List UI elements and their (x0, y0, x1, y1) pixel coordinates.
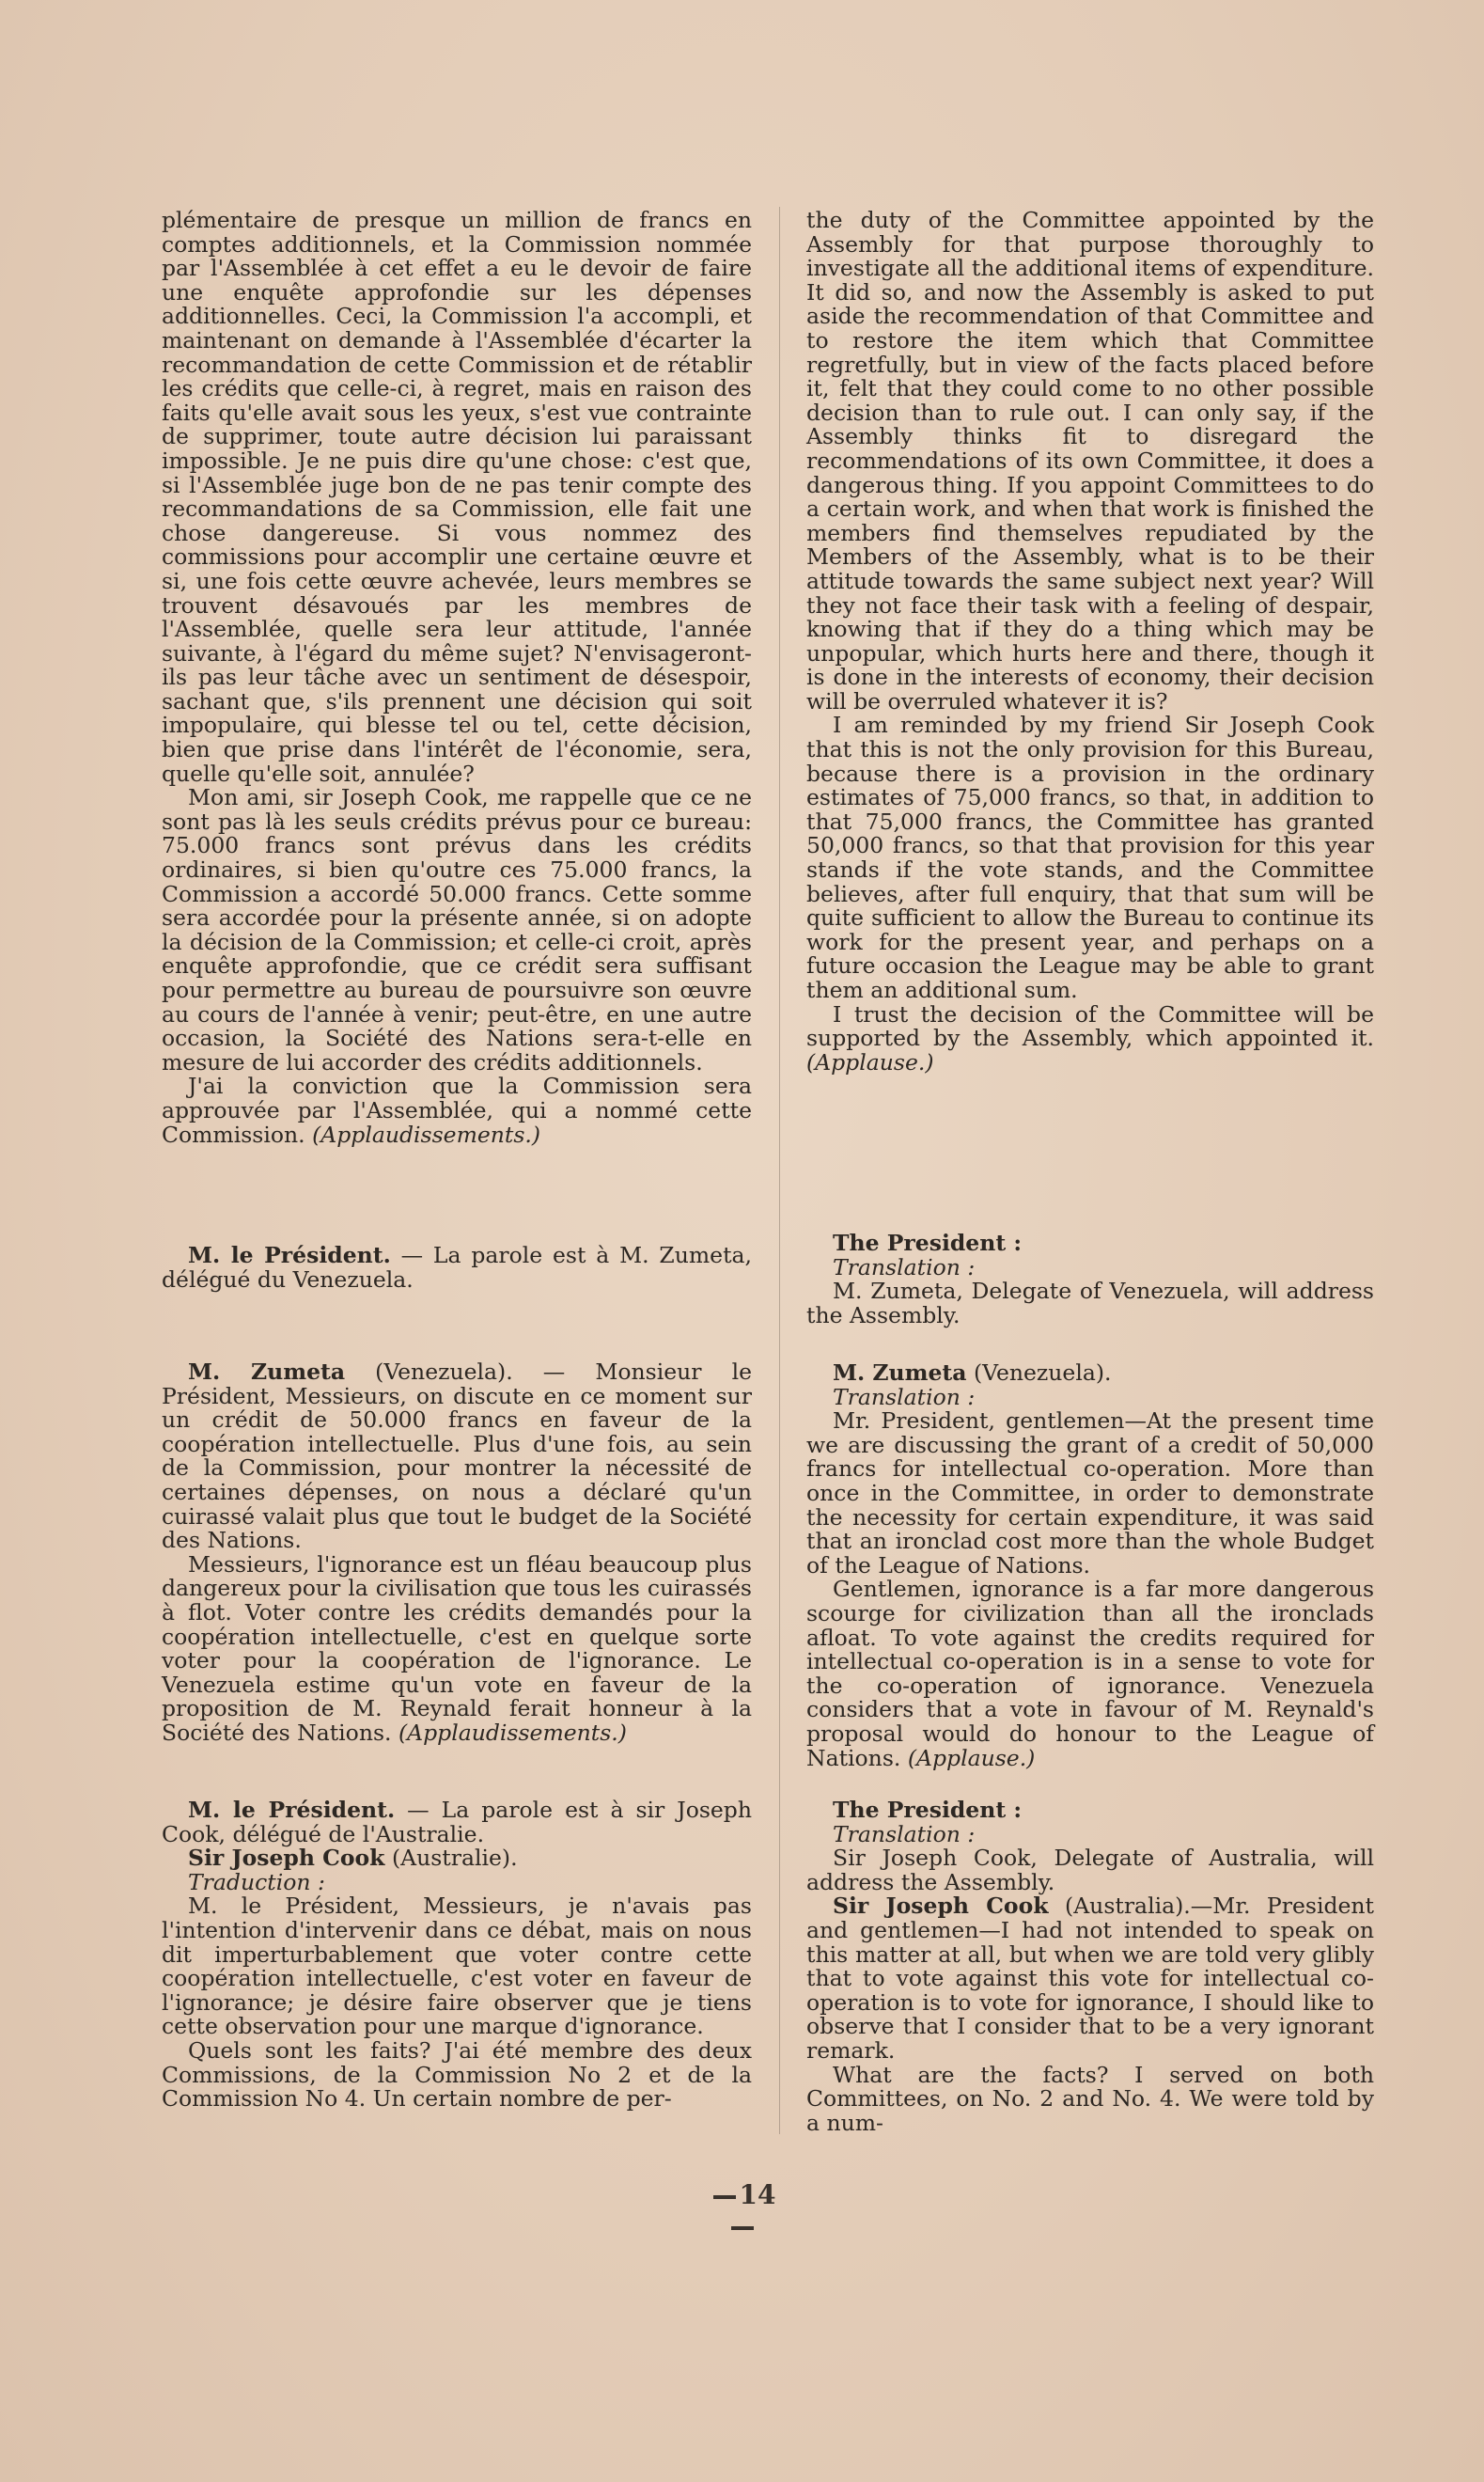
left-paragraph: Quels sont les faits? J'ai été membre des deux Commissions, de la Commission No 2 et de la Commission No 4. Un certain nombre de per- (162, 2036, 752, 2113)
speaker-name: M. le Président. (188, 1242, 391, 1268)
speaker-name: The President : (833, 1797, 1023, 1823)
speech-text: — Monsieur le Président, Messieurs, on discute en ce moment sur un crédit de 50.000 francs en faveur de la coopération intellectuelle. Plus d'une fois, au sein de la Commission, pour montrer la nécessité de certaines dépenses, on nous a déclaré qu'un cuirassé valait plus que tout le budget de la Société des Nations. (162, 1359, 753, 1554)
speaker-name: Sir Joseph Cook (833, 1893, 1049, 1920)
applause-note: (Applaudissements.) (398, 1719, 627, 1746)
speaker-country: (Venezuela). (345, 1359, 513, 1385)
right-paragraph-text: I trust the decision of the Committee will be supported by the Assembly, which appointed it. (806, 1000, 1374, 1052)
right-block-1 (806, 209, 1374, 1075)
speech-text: (Australia).—Mr. President and gentlemen—I had not intended to speak on this matter at all, but when we are told very glibly that to vote against this vote for intellectual co-operation is to vote for ignorance, I should like to observe that I consider that to be a very ignorant remark. (806, 1893, 1374, 2064)
right-paragraph: M. Zumeta, Delegate of Venezuela, will address the Assembly. (806, 1278, 1374, 1328)
speaker-country: (Australie). (384, 1845, 518, 1872)
right-paragraph (806, 1578, 1374, 1770)
applause-note: (Applause.) (907, 1744, 1036, 1771)
right-paragraph (806, 1361, 1374, 1386)
speech-text: Gentlemen, ignorance is a far more dangerous scourge for civilization than all the ironclads afloat. To vote against the credits required for intellectual co-operation is in a sense to vote for the co-operation of ignorance. Venezuela considers that a vote in favour of M. Reynald's proposal would do honour to the League of Nations. (806, 1576, 1374, 1771)
right-paragraph: What are the facts? I served on both Committees, on No. 2 and No. 4. We were told by a num- (806, 2061, 1374, 2136)
speaker-name: Sir Joseph Cook (188, 1845, 385, 1872)
left-paragraph (162, 1244, 752, 1292)
right-paragraph (806, 1000, 1374, 1076)
speech-text: — La parole est à M. Zumeta, délégué du Venezuela. (162, 1242, 752, 1293)
right-block-4 (806, 1799, 1374, 2135)
speaker-name: M. Zumeta (833, 1359, 967, 1386)
page-number-text: 14 (739, 2179, 776, 2210)
applause-note: (Applause.) (806, 1048, 934, 1076)
page-number-dash-right (731, 2226, 754, 2230)
left-paragraph (162, 1550, 752, 1746)
left-block-4 (162, 1799, 752, 2112)
speaker-name: M. le Président. (188, 1797, 396, 1823)
right-paragraph (806, 1894, 1374, 2063)
speaker-name: The President : (833, 1230, 1023, 1256)
right-paragraph: Sir Joseph Cook, Delegate of Australia, will address the Assembly. (806, 1845, 1374, 1895)
left-paragraph: Mon ami, sir Joseph Cook, me rappelle que ce ne sont pas là les seuls crédits prévus pour ce bureau: 75.000 francs sont prévus dans les crédits ordinaires, si bien qu'outre ces 75.000 francs, la Commission a accordé 50.000 francs. Cette somme sera accordée pour la présente année, si on adopte la décision de la Commission; et celle-ci croit, après enquête approfondie, que ce crédit sera suffisant pour permettre au bureau de poursuivre son œuvre au cours de l'année à venir; peut-être, en une autre occasion, la Société des Nations sera-t-elle en mesure de lui accorder des crédits additionnels. (162, 784, 752, 1076)
translation-label: Translation : (833, 1820, 976, 1847)
right-paragraph: Mr. President, gentlemen—At the present time we are discussing the grant of a credit of 50,000 francs for intellectual co-operation. More than once in the Committee, in order to demonstrate the necessity for certain expenditure, it was said that an ironclad cost more than the whole Budget of the League of Nations. (806, 1407, 1374, 1579)
left-paragraph (162, 1799, 752, 1846)
translation-label: Traduction : (188, 1868, 325, 1895)
translation-label: Translation : (833, 1253, 976, 1280)
left-paragraph: M. le Président, Messieurs, je n'avais pas l'intention d'intervenir dans ce débat, mais on nous dit imperturbablement que voter contre cette coopération intellectuelle, c'est voter en faveur de l'ignorance; je désire faire observer que je tiens cette observation pour une marque d'ignorance. (162, 1893, 752, 2040)
column-divider (779, 207, 780, 2134)
speech-text: — La parole est à sir Joseph Cook, délégué de l'Australie. (162, 1797, 752, 1847)
left-block-2 (162, 1244, 752, 1292)
right-block-3 (806, 1361, 1374, 1770)
page-number (695, 2179, 789, 2241)
left-paragraph-text: J'ai la conviction que la Commission sera approuvée par l'Assemblée, qui a nommé cette Commission. (162, 1073, 752, 1148)
right-paragraph: I am reminded by my friend Sir Joseph Cook that this is not the only provision for this Bureau, because there is a provision in the ordinary estimates of 75,000 francs, so that, in addition to that 75,000 francs, the Committee has granted 50,000 francs, so that that provision for this year stands if the vote stands, and the Committee believes, after full enquiry, that that sum will be quite sufficient to allow the Bureau to continue its work for the present year, and perhaps on a future occasion the League may be able to grant them an additional sum. (806, 712, 1374, 1003)
left-block-1 (162, 209, 752, 1147)
left-block-3 (162, 1360, 752, 1746)
left-paragraph: plémentaire de presque un million de francs en comptes additionnels, et la Commission nommée par l'Assemblée à cet effet a eu le devoir de faire une enquête approfondie sur les dépenses additionnelles. Ceci, la Commission l'a accompli, et maintenant on demande à l'Assemblée d'écarter la recommandation de cette Commission et de rétablir les crédits que celle-ci, à regret, mais en raison des faits qu'elle avait sous les yeux, s'est vue contrainte de supprimer, toute autre décision lui paraissant impossible. Je ne puis dire qu'une chose: c'est que, si l'Assemblée juge bon de ne pas tenir compte des recommandations de sa Commission, elle fait une chose dangereuse. Si vous nommez des commissions pour accomplir une certaine œuvre et si, une fois cette œuvre achevée, leurs membres se trouvent désavoués par les membres de l'Assemblée, quelle sera leur attitude, l'année suivante, à l'égard du même sujet? N'envisageront-ils pas leur tâche avec un sentiment de désespoir, sachant que, s'ils prennent une décision qui soit impopulaire, qui blesse tel ou tel, cette décision, bien que prise dans l'intérêt de l'économie, sera, quelle qu'elle soit, annulée? (162, 207, 752, 787)
left-paragraph (162, 1075, 752, 1147)
speaker-name: M. Zumeta (188, 1359, 346, 1385)
translation-label: Translation : (833, 1383, 976, 1410)
page-number-dash-left (713, 2195, 736, 2199)
right-block-2 (806, 1232, 1374, 1327)
applause-note: (Applaudissements.) (312, 1121, 541, 1148)
right-paragraph: the duty of the Committee appointed by the Assembly for that purpose thoroughly to investigate all the additional items of expenditure. It did so, and now the Assembly is asked to put aside the recommendation of that Committee and to restore the item which that Committee regretfully, but in view of the facts placed before it, felt that they could come to no other possible decision than to rule out. I can only say, if the Assembly thinks fit to disregard the recommendations of its own Committee, it does a dangerous thing. If you appoint Committees to do a certain work, and when that work is finished the members find themselves repudiated by the Members of the Assembly, what is to be their attitude towards the same subject next year? Will they not face their task with a feeling of despair, knowing that if they do a thing which may be unpopular, which hurts here and there, though it is done in the interests of economy, their decision will be overruled whatever it is? (806, 207, 1374, 715)
left-paragraph (162, 1846, 752, 1871)
left-paragraph (162, 1360, 752, 1553)
speech-text: Messieurs, l'ignorance est un fléau beaucoup plus dangereux pour la civilisation que tous les cuirassés à flot. Voter contre les crédits demandés pour la coopération intellectuelle, c'est en quelque sorte voter pour la coopération de l'ignorance. Le Venezuela estime qu'un vote en faveur de la proposition de M. Reynald ferait honneur à la Société des Nations. (162, 1550, 752, 1746)
speaker-country: (Venezuela). (966, 1359, 1112, 1386)
